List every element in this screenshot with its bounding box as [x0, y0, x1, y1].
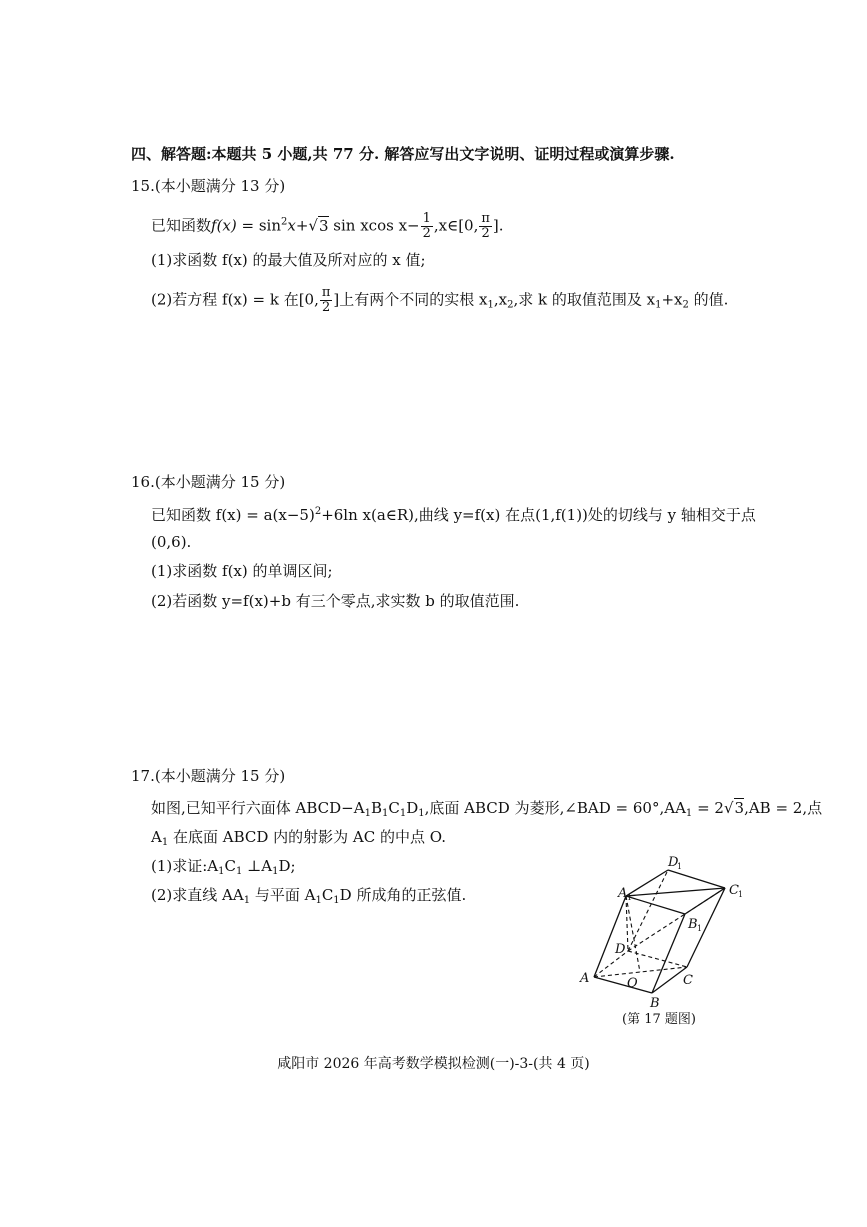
q16-part2: (2)若函数 y=f(x)+b 有三个零点,求实数 b 的取值范围.	[151, 592, 520, 610]
label-C: C	[683, 973, 693, 988]
q15-half-num: 1	[422, 211, 431, 226]
q17-stem2-b: 在底面 ABCD 内的射影为 AC 的中点 O.	[168, 828, 446, 846]
q16-part1: (1)求函数 f(x) 的单调区间;	[151, 562, 333, 580]
q15-pi-den: 2	[481, 226, 490, 241]
label-O: O	[627, 976, 638, 991]
q17-stem-c: C	[388, 799, 400, 817]
q15-domain: ,x∈[0,	[433, 216, 479, 235]
label-C1-sub: 1	[738, 890, 744, 899]
q17-p1s1: 1	[218, 866, 225, 877]
q15-pi-num: π	[481, 211, 490, 226]
q15-part2	[151, 286, 728, 316]
q17-part1-d: D;	[278, 857, 296, 875]
q15-stem: 已知函数$f(x) = \sin^2x+√3$ sin xcos x− $\frac{1}{2}$ ,x∈[0, $\frac{\pi}{2}$ ].	[151, 211, 504, 241]
q15-sqrt3: 3	[318, 216, 329, 235]
q15-part2-sub1: 1	[487, 299, 494, 311]
q15-part2-pi-num: π	[321, 285, 331, 300]
q17-stem-b: B	[370, 799, 382, 817]
q17-stem-g: ,AB = 2,点	[744, 799, 823, 817]
q17-stem-a: 如图,已知平行六面体 ABCD−A	[151, 799, 365, 817]
q15-part2-sub2: 2	[507, 299, 514, 311]
q16-header	[131, 472, 285, 492]
q15-half-fraction	[421, 212, 433, 241]
label-D1-sub: 1	[677, 862, 683, 871]
q15-fx: f(x)	[211, 216, 237, 235]
q15-half-den: 2	[422, 226, 431, 241]
q15-part2-pi-fraction	[320, 286, 333, 315]
q16-stem-line2: (0,6).	[151, 533, 192, 551]
q17-s3: 1	[399, 808, 407, 819]
label-A1-sub: 1	[627, 893, 633, 902]
label-D: D	[615, 942, 626, 957]
q17-figure-caption: (第 17 题图)	[622, 1012, 696, 1027]
q15-part1: (1)求函数 f(x) 的最大值及所对应的 x 值;	[151, 251, 426, 269]
q17-stem-line2	[151, 827, 446, 853]
q16-number: 16.	[131, 473, 155, 491]
q17-s6: 1	[161, 837, 169, 848]
q17-s2: 1	[381, 808, 389, 819]
q17-stem-line1: 如图,已知平行六面体 $ABCD-A_1B_1C_1D_1$,底面 ABCD 为菱形,∠BAD = $60^\circ,AA_1 = 2√3,AB = 2$,点	[151, 799, 823, 819]
q15-stem-prefix: 已知函数	[151, 216, 212, 235]
hidden-A1-O	[626, 896, 640, 972]
q15-domain-end: ].	[492, 216, 504, 235]
diag-A1-C1	[626, 888, 725, 896]
q17-part2	[151, 885, 466, 911]
edge-A-B	[594, 977, 652, 993]
q17-part2-a: (2)求直线 AA	[151, 886, 244, 904]
q17-s5: 1	[685, 808, 693, 819]
q17-s1: 1	[364, 808, 371, 819]
q17-p1s2: 1	[236, 866, 243, 877]
page-footer: 咸阳市 2026 年高考数学模拟检测(一)-3-(共 4 页)	[277, 1056, 590, 1072]
q15-x: x+	[287, 216, 309, 235]
q15-eq: = sin	[236, 216, 281, 235]
q17-stem-f: = 2	[692, 799, 724, 817]
q15-part2-b: ]上有两个不同的实根 x	[333, 290, 488, 309]
edge-A1-D1	[626, 870, 668, 896]
q17-s4: 1	[418, 808, 425, 819]
q17-header	[131, 766, 285, 786]
q17-part1-a: (1)求证:A	[151, 857, 219, 875]
label-C1: C	[729, 883, 739, 898]
q15-part2-sub3: 1	[655, 299, 662, 311]
label-A1: A	[618, 886, 628, 901]
label-D1: D	[668, 855, 679, 870]
q15-part2-d: ,求 k 的取值范围及 x	[513, 290, 656, 309]
q15-part2-f: 的值.	[688, 290, 729, 309]
label-B1: B	[688, 917, 698, 932]
label-A: A	[580, 971, 590, 986]
q15-rest: sin xcos x−	[328, 216, 420, 235]
hidden-A-C	[594, 967, 687, 977]
q15-part2-a: (2)若方程 f(x) = k 在[0,	[151, 290, 319, 309]
q17-p2s2: 1	[315, 895, 322, 906]
section-heading: 四、解答题:本题共 5 小题,共 77 分. 解答应写出文字说明、证明过程或演算步骤.	[131, 145, 675, 163]
q17-sqrt3: 3	[734, 799, 745, 817]
q16-stem-a: 已知函数 f(x) = a(x−5)	[151, 506, 315, 524]
label-B: B	[650, 996, 660, 1010]
q17-p2s3: 1	[333, 895, 340, 906]
q17-p2s1: 1	[243, 895, 251, 906]
edge-A-A1	[594, 896, 626, 977]
q17-part2-c: C	[321, 886, 334, 904]
q17-number: 17.	[131, 767, 155, 785]
q15-score: (本小题满分 13 分)	[154, 177, 286, 195]
q17-stem2-a: A	[151, 828, 162, 846]
q17-part1-b: C	[224, 857, 236, 875]
q15-part2-c: ,x	[493, 290, 508, 309]
q17-part1-c: ⊥A	[242, 857, 273, 875]
q15-header	[131, 176, 285, 196]
q15-pi-fraction	[479, 212, 492, 241]
q17-part2-b: 与平面 A	[250, 886, 316, 904]
q16-score: (本小题满分 15 分)	[154, 473, 286, 491]
q17-parallelepiped-figure	[570, 850, 760, 1010]
q15-number: 15.	[131, 177, 155, 195]
q15-part2-sub4: 2	[682, 299, 689, 311]
q17-score: (本小题满分 15 分)	[154, 767, 286, 785]
q17-stem-e: ,底面 ABCD 为菱形,∠BAD = 60°,AA	[424, 799, 686, 817]
edge-A1-B1	[626, 896, 685, 914]
q16-stem-sup: 2	[314, 506, 322, 517]
q15-part2-e: +x	[661, 290, 683, 309]
q17-part2-d: D 所成角的正弦值.	[339, 886, 467, 904]
edge-D1-C1	[668, 870, 725, 888]
label-B1-sub: 1	[697, 924, 703, 933]
q17-stem-d: D	[406, 799, 419, 817]
q17-part1	[151, 856, 296, 882]
q15-part2-pi-den: 2	[321, 300, 331, 315]
q17-p1s3: 1	[272, 866, 279, 877]
q16-stem-line1	[151, 502, 756, 525]
q15-sq: 2	[281, 216, 288, 228]
q16-stem-b: +6ln x(a∈R),曲线 y=f(x) 在点(1,f(1))处的切线与 y 轴相交于点	[321, 506, 756, 524]
